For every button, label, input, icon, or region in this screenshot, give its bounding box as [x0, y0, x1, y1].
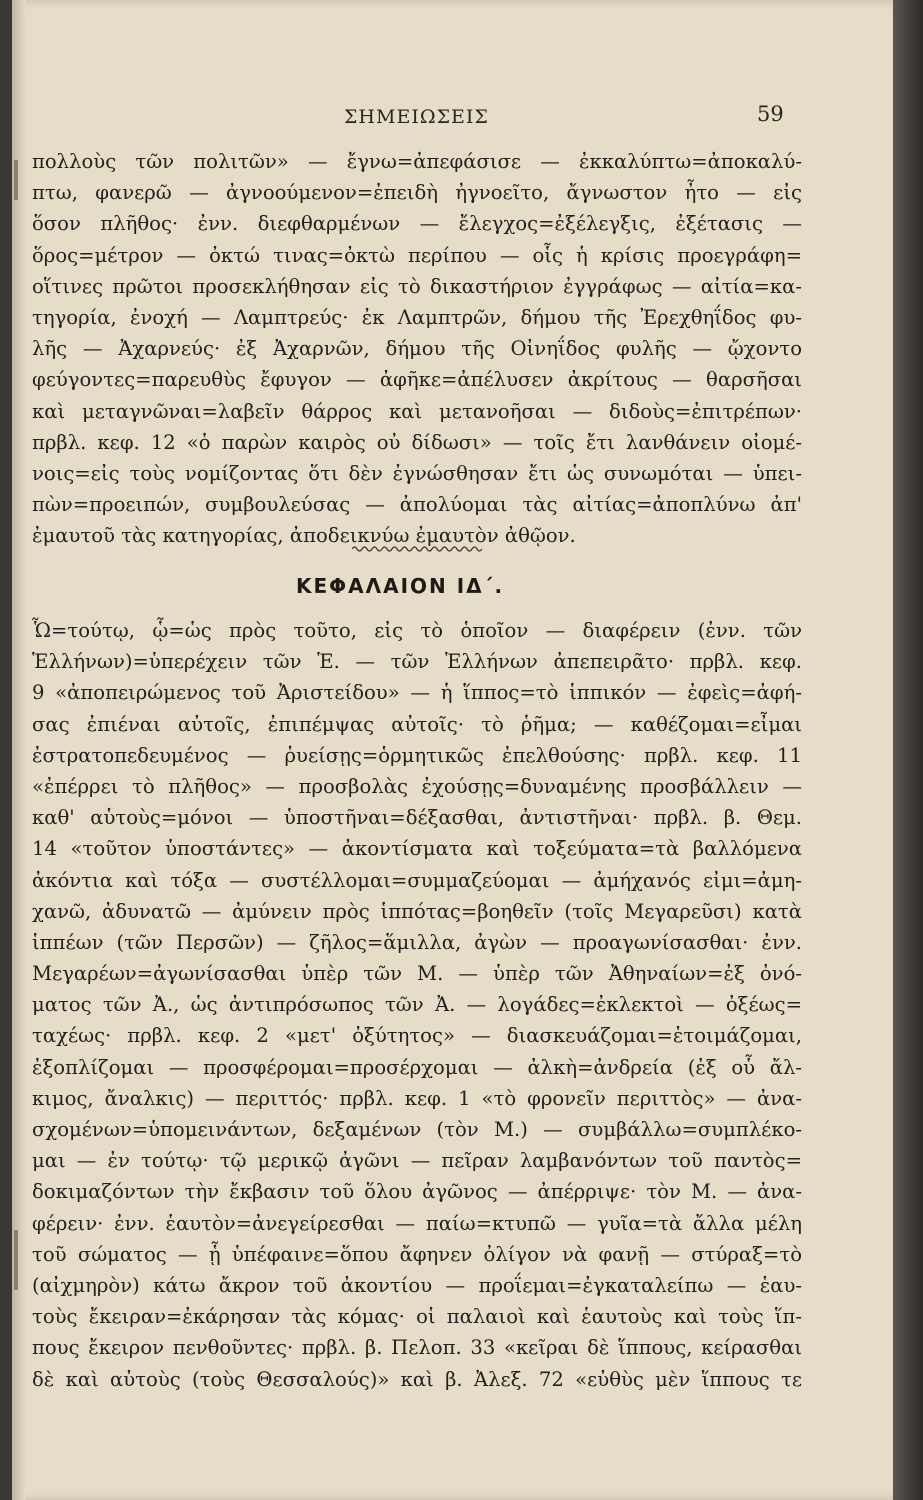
text-line: (αἰχμηρὸν) κάτω ἄκρον τοῦ ἀκοντίου — προΐεμαι=ἐγκαταλείπω — ἑαυ-: [32, 1273, 802, 1297]
text-line: Μεγαρέων=ἀγωνίσασθαι ὑπὲρ τῶν Μ. — ὑπὲρ τῶν Ἀθηναίων=ἐξ ὀνό-: [32, 962, 802, 986]
notes-paragraph-1: [32, 146, 802, 551]
text-line: Ἑλλήνων)=ὑπερέχειν τῶν Ἑ. — τῶν Ἑλλήνων ἀπεπειρᾶτο· πρβλ. κεφ.: [32, 650, 802, 674]
text-line: καθ' αὑτοὺς=μόνοι — ὑποστῆναι=δέξασθαι, ἀντιστῆναι· πρβλ. β. Θεμ.: [32, 806, 802, 830]
text-line: ματος τῶν Ἀ., ὡς ἀντιπρόσωπος τῶν Ἀ. — λογάδες=ἐκλεκτοὶ — ὀξέως=: [32, 993, 802, 1017]
text-line: ἱππέων (τῶν Περσῶν) — ζῆλος=ἅμιλλα, ἀγὼν — προαγωνίσασθαι· ἐνν.: [32, 930, 802, 954]
text-line: καὶ μεταγνῶναι=λαβεῖν θάρρος καὶ μετανοῆσαι — διδοὺς=ἐπιτρέπων·: [32, 399, 802, 423]
text-line: φεύγοντες=παρευθὺς ἔφυγον — ἀφῆκε=ἀπέλυσεν ἀκρίτους — θαρσῆσαι: [32, 368, 802, 392]
notes-paragraph-2: [32, 615, 802, 1395]
text-line: φέρειν· ἐνν. ἑαυτὸν=ἀνεγείρεσθαι — παίω=κτυπῶ — γυῖα=τὰ ἄλλα μέλη: [32, 1211, 802, 1235]
text-line: πτω, φανερῶ — ἀγνοούμενον=ἐπειδὴ ἠγνοεῖτο, ἄγνωστον ἦτο — εἰς: [32, 181, 802, 205]
text-line: πὼν=προειπών, συμβουλεύσας — ἀπολύομαι τὰς αἰτίας=ἀποπλύνω ἀπ': [32, 493, 802, 517]
text-line: νοις=εἰς τοὺς νομίζοντας ὅτι δὲν ἐγνώσθησαν ἔτι ὡς συνωμόται — ὑπει-: [32, 461, 802, 485]
text-line: 14 «τοῦτον ὑποστάντες» — ἀκοντίσματα καὶ τοξεύματα=τὰ βαλλόμενα: [32, 837, 802, 861]
text-line: «ἐπέρρει τὸ πλῆθος» — προσβολὰς ἐχούσῃς=δυναμένης προσβάλλειν —: [32, 774, 802, 798]
binding-mark: [14, 1230, 18, 1290]
text-line: σας ἐπιέναι αὐτοῖς, ἐπιπέμψας αὐτοῖς· τὸ ῥῆμα; — καθέζομαι=εἶμαι: [32, 712, 802, 736]
text-line: οἵτινες πρῶτοι προσεκλήθησαν εἰς τὸ δικαστήριον ἐγγράφως — αἰτία=κα-: [32, 274, 802, 298]
running-head: ΣΗΜΕΙΩΣΕΙΣ: [344, 106, 489, 128]
text-line: ἐξοπλίζομαι — προσφέρομαι=προσέρχομαι — ἀλκὴ=ἀνδρεία (ἐξ οὗ ἄλ-: [32, 1055, 802, 1079]
text-line: ἐστρατοπεδευμένος — ῥυείσῃς=ὁρμητικῶς ἐπελθούσης· πρβλ. κεφ. 11: [32, 743, 802, 767]
chapter-title: ΚΕΦΑΛΑΙΟΝ ΙΔ΄.: [296, 574, 505, 598]
text-line: πολλοὺς τῶν πολιτῶν» — ἔγνω=ἀπεφάσισε — ἐκκαλύπτω=ἀποκαλύ-: [32, 150, 802, 173]
wavy-rule-ornament: [352, 544, 482, 554]
text-line: πους ἔκειρον πενθοῦντες· πρβλ. β. Πελοπ. 33 «κεῖραι δὲ ἵππους, κείρασθαι: [32, 1336, 802, 1360]
text-line: 9 «ἀποπειρώμενος τοῦ Ἀριστείδου» — ἡ ἵππος=τὸ ἱππικόν — ἐφεὶς=ἀφή-: [32, 681, 802, 705]
text-line: ἀκόντια καὶ τόξα — συστέλλομαι=συμμαζεύομαι — ἀμήχανός εἰμι=ἀμη-: [32, 868, 802, 892]
text-line: ὅσον πλῆθος· ἐνν. διεφθαρμένων — ἔλεγχος=ἐξέλεγξις, ἐξέτασις —: [32, 212, 802, 236]
text-line: τοὺς ἔκειραν=ἐκάρησαν τὰς κόμας· οἱ παλαιοὶ καὶ ἑαυτοὺς καὶ τοὺς ἵπ-: [32, 1305, 802, 1329]
book-page: [12, 0, 907, 1500]
text-line: τοῦ σώματος — ᾗ ὑπέφαινε=ὅπου ἄφηνεν ὀλίγον νὰ φανῇ — στύραξ=τὸ: [32, 1242, 802, 1266]
text-line: ἐμαυτοῦ τὰς κατηγορίας, ἀποδεικνύω ἐμαυτὸν ἀθῷον.: [32, 524, 576, 548]
text-line: κιμος, ἄναλκις) — περιττός· πρβλ. κεφ. 1 «τὸ φρονεῖν περιττὸς» — ἀνα-: [32, 1086, 802, 1110]
page-edge-shadow: [893, 0, 923, 1500]
text-line: χανῶ, ἀδυνατῶ — ἀμύνειν πρὸς ἱππότας=βοηθεῖν (τοῖς Μεγαρεῦσι) κατὰ: [32, 899, 802, 923]
text-line: δοκιμαζόντων τὴν ἔκβασιν τοῦ ὅλου ἀγῶνος — ἀπέρριψε· τὸν Μ. — ἀνα-: [32, 1180, 802, 1204]
text-line: πρβλ. κεφ. 12 «ὁ παρὼν καιρὸς οὐ δίδωσι» — τοῖς ἔτι λανθάνειν οἰομέ-: [32, 430, 802, 454]
text-line: λῆς — Ἀχαρνεύς· ἐξ Ἀχαρνῶν, δήμου τῆς Οἰνηΐδος φυλῆς — ᾤχοντο: [32, 337, 802, 361]
text-line: μαι — ἐν τούτῳ· τῷ μερικῷ ἀγῶνι — πεῖραν λαμβανόντων τοῦ παντὸς=: [32, 1149, 802, 1173]
page-header: [12, 102, 907, 132]
text-line: ὅρος=μέτρον — ὀκτώ τινας=ὀκτὼ περίπου — οἷς ἡ κρίσις προεγράφη=: [32, 243, 802, 267]
text-line: Ὧ=τούτῳ, ᾧ=ὡς πρὸς τοῦτο, εἰς τὸ ὁποῖον — διαφέρειν (ἐνν. τῶν: [32, 619, 802, 642]
text-line: τηγορία, ἐνοχή — Λαμπτρεύς· ἐκ Λαμπτρῶν, δήμου τῆς Ἐρεχθηΐδος φυ-: [32, 305, 802, 329]
text-line: ταχέως· πρβλ. κεφ. 2 «μετ' ὀξύτητος» — διασκευάζομαι=ἑτοιμάζομαι,: [32, 1024, 802, 1048]
text-line: δὲ καὶ αὐτοὺς (τοὺς Θεσσαλούς)» καὶ β. Ἀλεξ. 72 «εὐθὺς μὲν ἵππους τε: [32, 1367, 802, 1391]
binding-mark: [14, 160, 18, 200]
page-number: 59: [757, 102, 784, 126]
text-line: σχομένων=ὑπομεινάντων, δεξαμένων (τὸν Μ.) — συμβάλλω=συμπλέκο-: [32, 1118, 802, 1141]
